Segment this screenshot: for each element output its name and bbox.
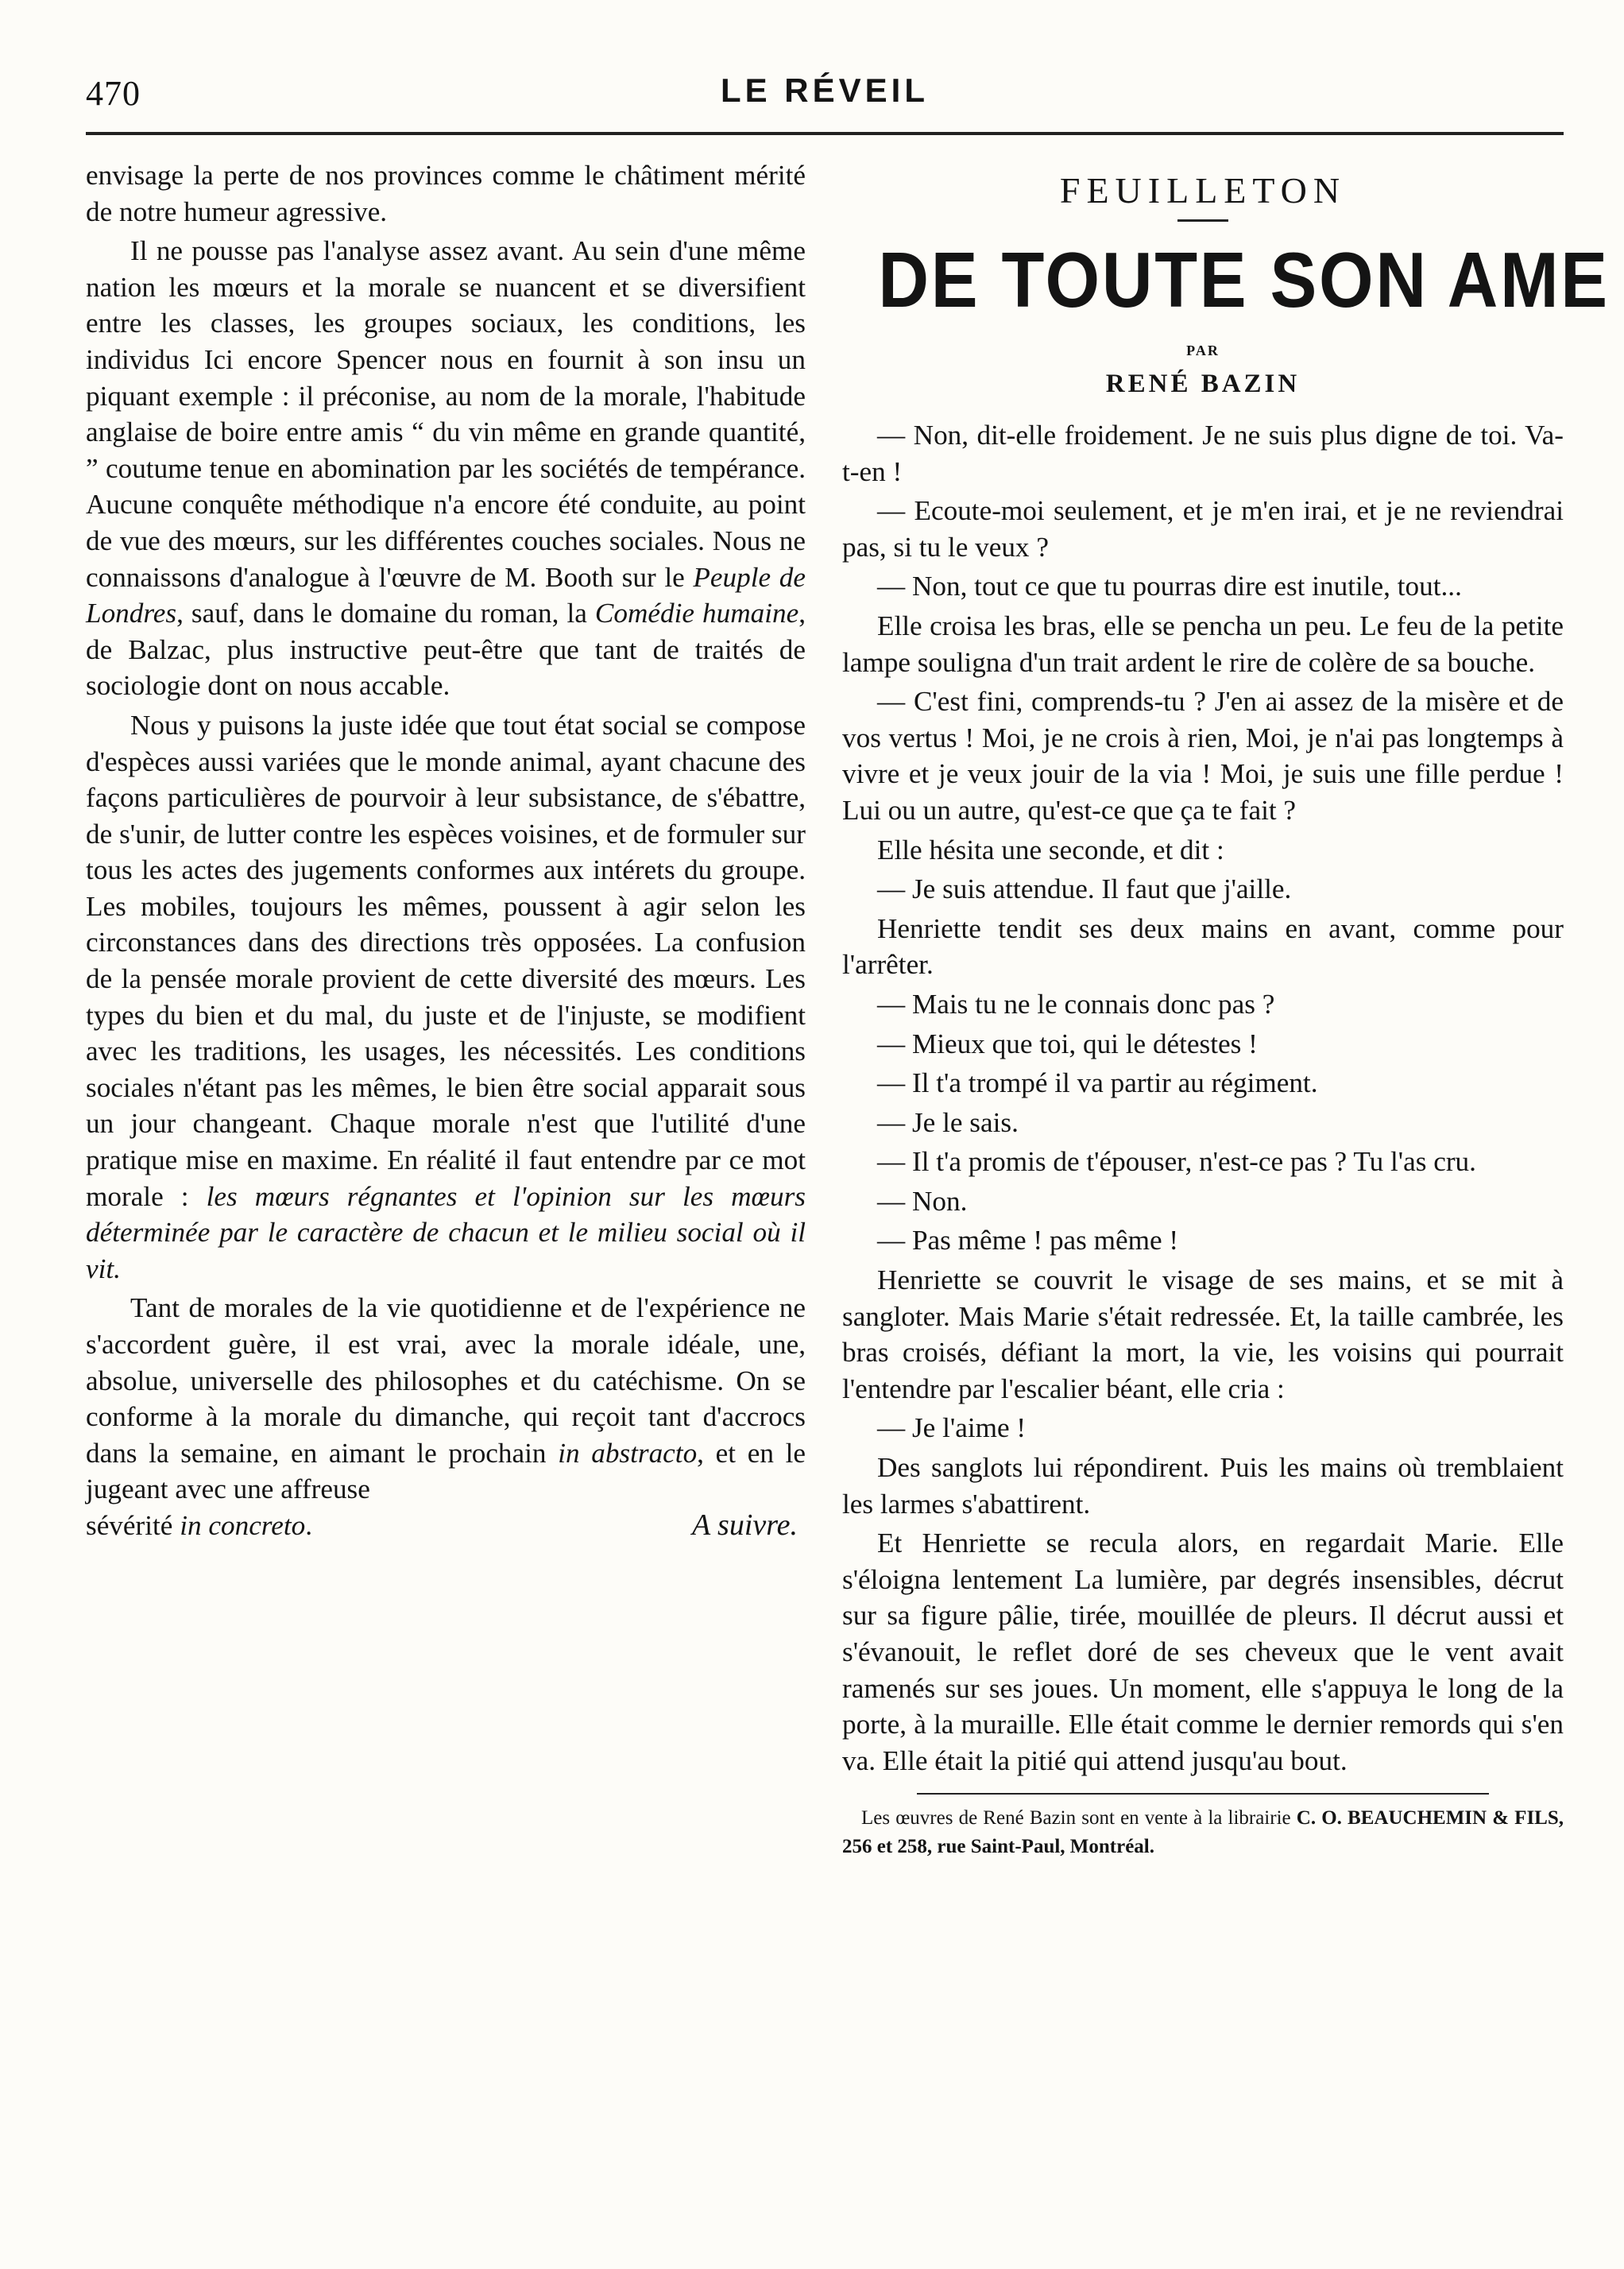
kicker-rule [1177,219,1228,222]
paragraph-2 [86,233,806,704]
dialogue-12: — Je le sais. [877,1106,1019,1138]
dialogue-3: — Non, tout ce que tu pourras dire est inutile, tout... [877,571,1462,602]
header-rule [86,132,1564,135]
paragraph-4-text: Tant de morales de la vie quotidienne et de l'expérience ne s'accordent guère, il est vrai, avec la morale idéale, une, absolue, universelle des philosophes et du catéchisme. On se conforme à la morale du dimanche, qui reçoit tant d'accrocs dans la semaine, en aimant le prochain [86,1292,806,1469]
italic-peuple-de-londres: Peuple de Londres [86,561,806,629]
severite-word: sévérité [86,1509,173,1541]
page-number: 470 [86,74,141,113]
paragraph-4-last-text [86,1508,312,1544]
feuilleton-kicker: FEUILLETON [1059,170,1347,211]
dialogue-11: — Il t'a trompé il va partir au régiment. [877,1067,1318,1099]
paragraph-4-mid: , et en le jugeant avec une affreuse [86,1437,806,1505]
paragraph-2-end: , de Balzac, plus instructive peut-être que tant de traités de sociologie dont on nous accable. [86,598,806,702]
dialogue-1: — Non, dit-elle froidement. Je ne suis plus digne de toi. Va-t-en ! [842,420,1564,487]
dialogue-14: — Non. [877,1185,968,1217]
italic-in-concreto: in concreto [180,1509,306,1541]
dialogue-6: Elle hésita une seconde, et dit : [877,834,1224,865]
right-column [842,157,1610,1861]
dialogue-9: — Mais tu ne le connais donc pas ? [877,988,1275,1020]
italic-definition-morale: les mœurs régnantes et l'opinion sur les mœurs déterminée par le caractère de chacun et le milieu social où il vit. [86,1180,806,1284]
running-title: LE RÉVEIL [720,72,930,109]
story-title: DE TOUTE SON AME [878,236,1610,323]
dialogue-8: Henriette tendit ses deux mains en avant, comme pour l'arrêter. [842,912,1564,981]
dialogue-17: — Je l'aime ! [877,1412,1027,1444]
paragraph-4-last-line [86,1508,806,1544]
byline-par: PAR [1186,343,1220,358]
dialogue-7: — Je suis attendue. Il faut que j'aille. [877,873,1292,905]
footnote-rule [917,1793,1489,1795]
italic-comedie-humaine: Comédie humaine [594,598,799,629]
byline-author: RENÉ BAZIN [1105,370,1301,398]
dialogue-18: Des sanglots lui répondirent. Puis les mains où tremblaient les larmes s'abattirent. [842,1452,1564,1520]
dialogue-13: — Il t'a promis de t'épouser, n'est-ce pas ? Tu l'as cru. [877,1146,1476,1178]
left-column [86,157,806,1544]
dialogue-19: Et Henriette se recula alors, en regardait Marie. Elle s'éloigna lentement La lumière, par degrés insensibles, décrut sur sa figure pâlie, tirée, mouillée de pleurs. Il décrut aussi et s'évanouit, le reflet doré de ses cheveux que le vent avait ramenés sur ses joues. Un moment, elle s'appuya le long de la porte, à la muraille. Elle était comme le dernier remords qui s'en va. Elle était la pitié qui attend jusqu'au bout. [842,1528,1564,1776]
dialogue-15: — Pas même ! pas même ! [877,1225,1179,1256]
paragraph-2-text: Il ne pousse pas l'analyse assez avant. Au sein d'une même nation les mœurs et la morale se nuancent et se diversifient entre les classes, les groupes sociaux, les conditions, les individus Ici encore Spencer nous en fournit à son insu un piquant exemple : il préconise, au nom de la morale, l'habitude anglaise de boire entre amis “ du vin même en grande quantité, ” coutume tenue en abomination par les sociétés de tempérance. Aucune conquête méthodique n'a encore été conduite, au point de vue des mœurs, sur les différentes couches sociales. Nous ne connaissons d'analogue à l'œuvre de M. Booth sur le [86,235,806,593]
a-suivre: A suivre. [692,1508,798,1542]
final-period: . [305,1509,312,1541]
dialogue-5: — C'est fini, comprends-tu ? J'en ai assez de la misère et de vos vertus ! Moi, je ne crois à rien, Moi, je n'ai pas longtemps à vivre et je veux jouir de la via ! Moi, je suis une fille perdue ! Lui ou un autre, qu'est-ce que ça te fait ? [842,686,1564,826]
dialogue-2: — Ecoute-moi seulement, et je m'en irai, et je ne reviendrai pas, si tu le veux ? [842,495,1564,563]
footnote-text: Les œuvres de René Bazin sont en vente à la librairie [861,1807,1291,1830]
paragraph-3 [86,707,806,1287]
paragraph-4 [86,1290,806,1508]
dialogue-16: Henriette se couvrit le visage de ses mains, et se mit à sangloter. Mais Marie s'était redressée. Et, la taille cambrée, les bras croisés, défiant la mort, la vie, les voisins qui pourrait l'entendre par l'escalier béant, elle cria : [842,1264,1564,1404]
paragraph-2-mid: , sauf, dans le domaine du roman, la [176,598,587,629]
footnote-publisher: C. O. BEAUCHEMIN & FILS, 256 et 258, rue Saint-Paul, Montréal. [842,1807,1564,1858]
italic-in-abstracto: in abstracto [558,1437,698,1469]
footnote [842,1804,1564,1861]
paragraph-1: envisage la perte de nos provinces comme le châtiment mérité de notre humeur agressive. [86,160,806,227]
dialogue-4: Elle croisa les bras, elle se pencha un peu. Le feu de la petite lampe souligna d'un trait ardent le rire de colère de sa bouche. [842,610,1564,678]
paragraph-3-text: Nous y puisons la juste idée que tout état social se compose d'espèces aussi variées que le monde animal, ayant chacune des façons particulières de pourvoir à leur subsistance, de s'ébattre, de s'unir, de lutter contre les espèces voisines, et de formuler sur tous les actes des jugements conformes aux intérets du groupe. Les mobiles, toujours les mêmes, poussent à agir selon les circonstances dans des directions très opposées. La confusion de la pensée morale provient de cette diversité des mœurs. Les types du bien et du mal, du juste et de l'injuste, se modifient avec les traditions, les usages, les nécessités. Les conditions sociales n'étant pas les mêmes, le bien être social apparait sous un jour changeant. Chaque morale n'est que l'utilité d'une pratique mise en maxime. En réalité il faut entendre par ce mot morale : [86,709,806,1212]
dialogue-10: — Mieux que toi, qui le détestes ! [877,1028,1258,1059]
page-header [86,73,1564,121]
